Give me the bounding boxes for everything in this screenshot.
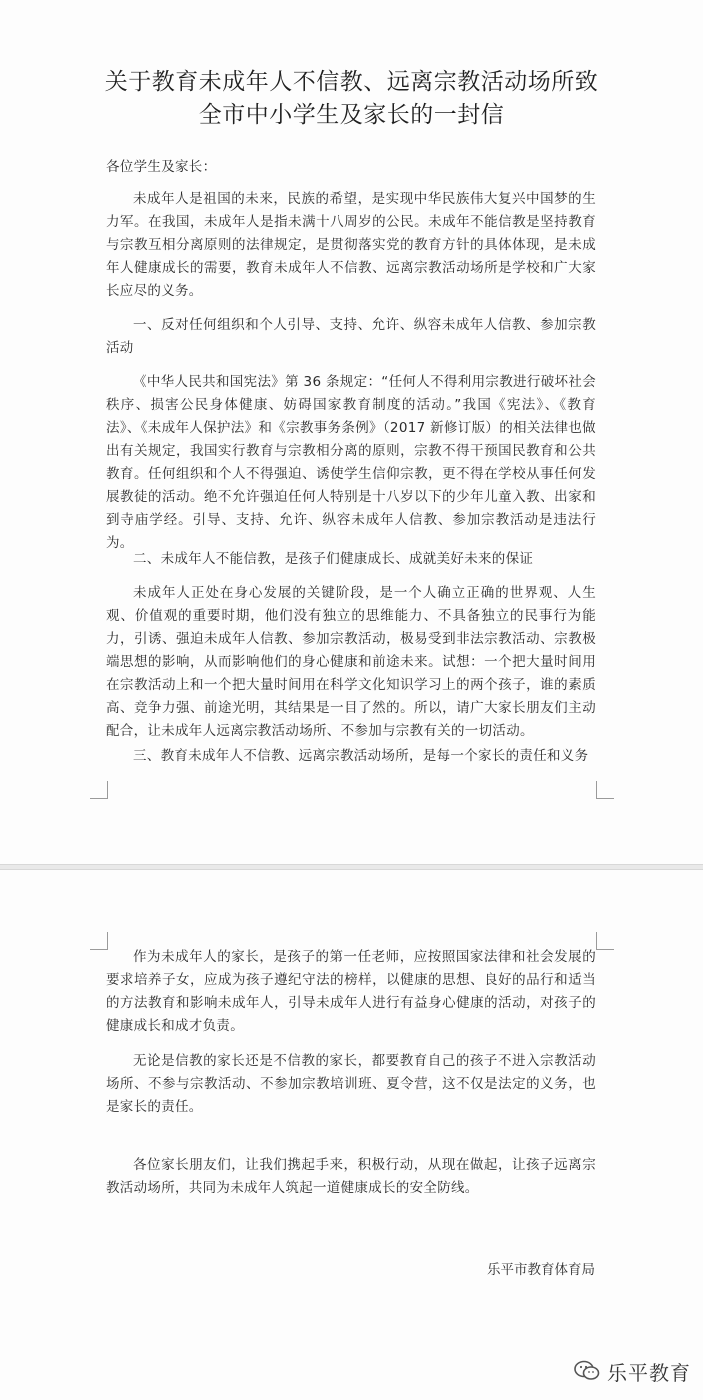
letter-title: 关于教育未成年人不信教、远离宗教活动场所致全市中小学生及家长的一封信 — [104, 69, 599, 128]
section-2-heading: 二、未成年人不能信教，是孩子们健康成长、成就美好未来的保证 — [133, 551, 534, 567]
page2-paragraph-3: 各位家长朋友们，让我们携起手来，积极行动，从现在做起，让孩子远离宗教活动场所，共同为未成年人筑起一道健康成长的安全防线。 — [106, 1157, 596, 1196]
section-1-body: 《中华人民共和国宪法》第 36 条规定：“任何人不得利用宗教进行破坏社会秩序、损害公民身体健康、妨碍国家教育制度的活动。”我国《宪法》、《教育法》、《未成年人保护法》和《宗教事务条例》（2017 新修订版）的相关法律也做出有关规定，我国实行教育与宗教相分离的原则，宗教不得干预国民教育和公共教育。任何组织和个人不得强迫、诱使学生信仰宗教，更不得在学校从事任何发展教徒的活动。绝不允许强迫任何人特别是十八岁以下的少年儿童入教、出家和到寺庙学经。引导、支持、允许、纵容未成年人信教、参加宗教活动是违法行为。 — [106, 374, 596, 551]
watermark — [573, 1354, 691, 1388]
section-1-heading: 一、反对任何组织和个人引导、支持、允许、纵容未成年人信教、参加宗教活动 — [106, 317, 596, 356]
section-3-heading: 三、教育未成年人不信教、远离宗教活动场所，是每一个家长的责任和义务 — [133, 748, 589, 764]
page-corner-mark — [90, 781, 108, 799]
section-2-body: 未成年人正处在身心发展的关键阶段，是一个人确立正确的世界观、人生观、价值观的重要时期，他们没有独立的思维能力、不具备独立的民事行为能力，引诱、强迫未成年人信教、参加宗教活动，极易受到非法宗教活动、宗教极端思想的影响，从而影响他们的身心健康和前途未来。试想：一个把大量时间用在宗教活动上和一个把大量时间用在科学文化知识学习上的两个孩子，谁的素质高、竞争力强、前途光明，其结果是一目了然的。所以，请广大家长朋友们主动配合，让未成年人远离宗教活动场所、不参加与宗教有关的一切活动。 — [106, 585, 596, 739]
page2-paragraph-1: 作为未成年人的家长，是孩子的第一任老师，应按照国家法律和社会发展的要求培养子女，应成为孩子遵纪守法的榜样，以健康的思想、良好的品行和适当的方法教育和影响未成年人，引导未成年人进行有益身心健康的活动，对孩子的健康成长和成才负责。 — [106, 949, 596, 1034]
intro-paragraph: 未成年人是祖国的未来，民族的希望，是实现中华民族伟大复兴中国梦的生力军。在我国，未成年人是指未满十八周岁的公民。未成年不能信教是坚持教育与宗教互相分离原则的法律规定，是贯彻落实党的教育方针的具体体现，是未成年人健康成长的需要，教育未成年人不信教、远离宗教活动场所是学校和广大家长应尽的义务。 — [106, 191, 596, 299]
page-corner-mark — [596, 932, 614, 950]
signature: 乐平市教育体育局 — [487, 1262, 595, 1278]
salutation: 各位学生及家长： — [106, 159, 217, 175]
watermark-text: 乐平教育 — [607, 1360, 691, 1385]
wechat-official-account-icon — [573, 1359, 601, 1383]
page-corner-mark — [596, 781, 614, 799]
page2-paragraph-2: 无论是信教的家长还是不信教的家长，都要教育自己的孩子不进入宗教活动场所、不参与宗教活动、不参加宗教培训班、夏令营，这不仅是法定的义务，也是家长的责任。 — [106, 1053, 596, 1115]
